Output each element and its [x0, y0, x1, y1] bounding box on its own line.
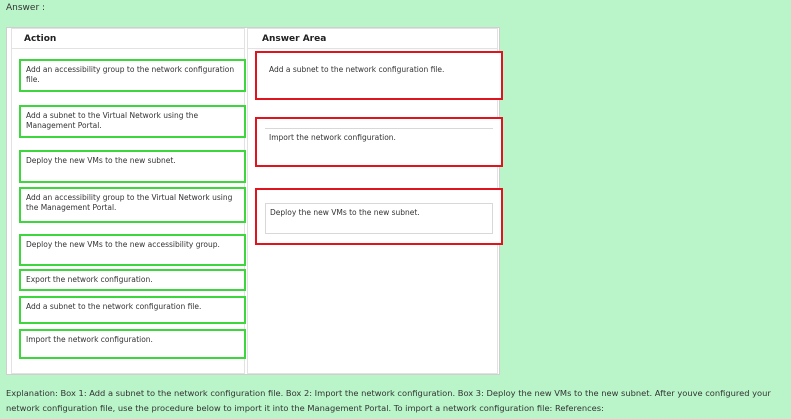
action-item[interactable]: Deploy the new VMs to the new subnet.: [19, 150, 246, 183]
action-item[interactable]: Add an accessibility group to the Virtual Network using the Management Portal.: [19, 187, 246, 223]
action-item[interactable]: Export the network configuration.: [19, 269, 246, 291]
answer-area-column: [247, 28, 498, 374]
answer-area-header: Answer Area: [248, 29, 497, 49]
action-item[interactable]: Add an accessibility group to the network configuration file.: [19, 59, 246, 92]
explanation-text: Explanation: Box 1: Add a subnet to the network configuration file. Box 2: Import the network configuration. Box 3: Deploy the new VMs to the new subnet. After youve configured your network configuration file, use the procedure below to import it into the Management Portal. To import a network configuration file: References:: [6, 388, 771, 413]
action-item[interactable]: Import the network configuration.: [19, 329, 246, 359]
answer-slot-3[interactable]: [255, 188, 503, 245]
answer-label: Answer :: [6, 3, 46, 13]
answer-slot-text[interactable]: Deploy the new VMs to the new subnet.: [265, 203, 493, 234]
drag-drop-panel: [6, 27, 500, 375]
action-column: [11, 28, 245, 374]
answer-slot-2[interactable]: [255, 117, 503, 167]
action-item[interactable]: Add a subnet to the network configuration file.: [19, 296, 246, 324]
answer-slot-text[interactable]: Import the network configuration.: [265, 128, 493, 157]
answer-slot-1[interactable]: [255, 51, 503, 100]
action-item[interactable]: Deploy the new VMs to the new accessibility group.: [19, 234, 246, 266]
action-item[interactable]: Add a subnet to the Virtual Network using the Management Portal.: [19, 105, 246, 138]
action-header: Action: [12, 29, 244, 49]
answer-slot-text[interactable]: Add a subnet to the network configuration file.: [265, 61, 493, 79]
